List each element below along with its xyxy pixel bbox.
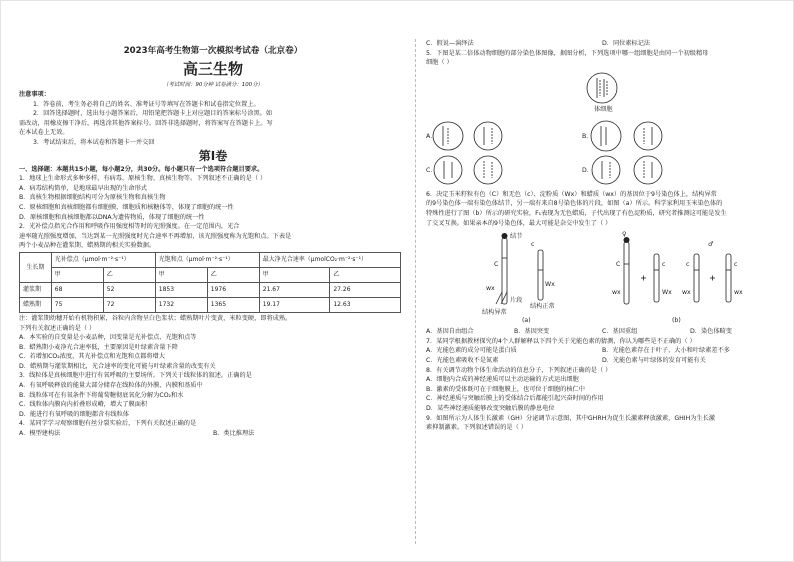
table-cell: 72 — [103, 297, 155, 312]
q1-option-b: B．真核生物根据细胞结构可分为原核生物和真核生物 — [19, 194, 166, 202]
table-cell: 1976 — [207, 282, 259, 297]
subject-title: 高三生物 — [182, 60, 243, 78]
notes-heading: 注意事项： — [19, 91, 50, 98]
q6-stem-line: 特殊性进行了图（b）所示的研究实验，F₁表现为无色蜡质，子代出现了有色淀粉质，研究者推测这可能是发生 — [426, 209, 727, 217]
q7-option-c: C．光能色素吸收不是氮素 — [426, 356, 499, 364]
female-chromosome-1 — [624, 242, 629, 304]
q4-option-a: A．模型建构法 — [19, 430, 61, 438]
q9-stem-line: 9．如图所示为人体生长激素（GH）分泌调节示意图，其中GHRH为促生长激素释放激素，GHIH为生长激 — [426, 414, 716, 422]
q1-option-c: C．原核细胞和真核细胞都有细胞膜、细胞质和核糖体等，体现了细胞的统一性 — [19, 203, 234, 211]
label-C: C — [494, 261, 499, 269]
q1-option-d: D．原核细胞和真核细胞都以DNA为遗传物质，体现了细胞的统一性 — [19, 213, 205, 221]
column-divider — [415, 39, 417, 544]
table-cell: 19.17 — [259, 297, 330, 312]
table-cell: 1853 — [155, 282, 207, 297]
q8-stem: 8．有关调节动物个体生命活动的信息分子，下列叙述正确的是（ ） — [426, 366, 612, 374]
label-male: ♂ — [708, 241, 714, 249]
exam-meta: （考试时间：90分钟 试卷满分：100分） — [163, 82, 263, 88]
cell-d — [592, 156, 620, 184]
table-cell: 52 — [103, 282, 155, 297]
label-female: ♀ — [622, 231, 627, 239]
label-wx-b2: wx — [682, 289, 691, 297]
label-c-b3: c — [734, 261, 738, 269]
table-col-group: 光补偿点（μmol·m⁻²·s⁻¹） — [51, 252, 155, 267]
q5-stem-line: 细胞（ ） — [426, 59, 453, 67]
table-variety: 乙 — [330, 267, 401, 282]
table-cell: 1732 — [155, 297, 207, 312]
q4-options-cont — [426, 39, 778, 49]
male-chromosome-1 — [694, 254, 699, 302]
note-line: 在本试卷上无效。 — [19, 129, 69, 137]
table-col-group: 最大净光合速率（μmolCO₂·m⁻²·s⁻¹） — [259, 252, 400, 267]
table-variety: 甲 — [51, 267, 103, 282]
exam-title: 2023年高考生物第一次模拟考试卷（北京卷） — [123, 46, 303, 56]
label-wx: wx — [486, 285, 495, 293]
volume-title: 第Ⅰ卷 — [198, 148, 228, 163]
q8-option-b: B．激素的受体既可在于细胞膜上，也可位于细胞的核仁中 — [426, 385, 585, 393]
label-Wx-b: Wx — [662, 289, 672, 297]
cell-a2 — [474, 122, 502, 150]
q7-option-a: A．光能色素的成分可能是蛋白质 — [426, 347, 517, 355]
q2-stem-line: 速率随光照强度增加，当达到某一光照强度时光合速率不再增加，该光照强度称为光饱和点。下表是 — [19, 232, 292, 240]
label-c: c — [531, 241, 535, 249]
q4-option-c: C．假说—演绎法 — [426, 40, 474, 47]
q3-option-a: A．有氧呼吸释放的能量大部分储存在线粒体的外膜、内膜和基质中 — [19, 382, 203, 390]
q2-option-a: A．本实验的自变量是小麦品种，因变量是光补偿点、光饱和点等 — [19, 334, 197, 342]
table-variety: 乙 — [207, 267, 259, 282]
cell-d2 — [634, 156, 662, 184]
cell-diagrams — [426, 70, 778, 188]
label-fig-b: (b) — [672, 317, 681, 325]
table-stage: 灌浆期 — [20, 282, 52, 297]
label-c-b1: c — [662, 261, 666, 269]
label-knob: 结节 — [510, 233, 523, 241]
q2-data-table — [19, 252, 401, 313]
label-C-b: C — [616, 261, 621, 269]
q6-figure — [426, 230, 778, 325]
table-variety: 甲 — [155, 267, 207, 282]
q2-question: 下列有关叙述正确的是（ ） — [19, 324, 96, 332]
q8-option-a: A．细胞内合成的神经递质可以主动运输的方式运出细胞 — [426, 376, 579, 384]
section-instruction: 一、选择题：本题共15小题，每小题2分，共30分。每小题只有一个选项符合题目要求。 — [19, 165, 264, 173]
label-fig-a: (a) — [522, 317, 531, 325]
q4-option-d: D．同位素标记法 — [602, 40, 651, 47]
q2-note: 注：灌浆期幼穗开始有机物积累，谷粒内含物呈白色浆状；蜡熟期叶片变黄，米粒变硬，即将成熟。 — [19, 314, 292, 322]
q3-option-b: B．线粒体可在有氧条件下将葡萄糖彻底氧化分解为CO₂和水 — [19, 391, 184, 399]
q7-option-d: D．光能色素与叶绿体的发育可能有关 — [602, 356, 706, 364]
cell-c — [434, 156, 462, 184]
chromosome-diagram — [426, 230, 778, 325]
note-line: 需改动，用橡皮擦干净后，再选涂其他答案标号。回答非选择题时，将答案写在答题卡上。写 — [19, 119, 273, 127]
q5-option-d: D． — [582, 166, 593, 174]
q2-option-b: B．蜡熟期小麦净光合速率低，主要原因是叶绿素含量下降 — [19, 343, 178, 351]
q6-stem-line: 的9号染色体一端有染色体结节，另一端有来自8号染色体的片段，如图（a）所示。科学家利用玉米染色体的 — [426, 200, 723, 208]
q7-options-row1 — [426, 346, 778, 356]
q3-stem: 3．线粒体是真核细胞中进行有氧呼吸的主要场所。下列关于线粒体的叙述，正确的是 — [19, 372, 252, 380]
table-col-group: 光饱和点（μmol·m⁻²·s⁻¹） — [155, 252, 259, 267]
right-column — [426, 39, 778, 433]
label-segment: 片段 — [510, 297, 523, 305]
table-row — [20, 297, 401, 312]
label-wx-b3: wx — [734, 289, 743, 297]
q5-option-c: C． — [426, 166, 437, 174]
q7-stem: 7．某同学根据教材探究的4个人群解释以下四个关于光能色素的猜测，你认为哪些是不正确的（ ） — [426, 337, 696, 345]
table-cell: 21.67 — [259, 282, 330, 297]
table-cell: 1365 — [207, 297, 259, 312]
q8-option-c: C．神经递质与突触后膜上的受体结合后都能引起兴奋时间的作用 — [426, 395, 604, 403]
q4-options — [19, 429, 407, 439]
table-variety: 甲 — [259, 267, 330, 282]
table-row — [20, 282, 401, 297]
table-cell: 68 — [51, 282, 103, 297]
q6-option-b: B．基因突变 — [514, 328, 550, 336]
q5-option-b: B． — [582, 132, 593, 140]
q3-option-d: D．能进行有氧呼吸的细胞都含有线粒体 — [19, 410, 129, 418]
cell-c2 — [474, 156, 502, 184]
q8-option-d: D．某些神经递质能够改变突触后膜的静息电位 — [426, 404, 555, 412]
male-chromosome-2 — [726, 254, 731, 302]
chromosome-knob — [502, 234, 507, 239]
table-stage: 蜡熟期 — [20, 297, 52, 312]
note-line: 2．回答选择题时，选出每小题答案后，用铅笔把答题卡上对应题目的答案标号涂黑。如 — [33, 110, 273, 118]
q9-stem-line: 素抑制激素。下列叙述错误的是（ ） — [426, 424, 527, 432]
cell-b2 — [634, 122, 662, 150]
label-c-b2: c — [686, 261, 690, 269]
q6-option-c: C．基因重组 — [602, 328, 638, 336]
female-chromosome-2 — [654, 254, 659, 302]
q6-option-a: A．基因自由组合 — [426, 328, 474, 336]
q1-stem: 1．地球上生命形式多种多样，有病毒、原核生物、真核生物等。下列叙述不正确的是（ ） — [19, 175, 267, 183]
q6-option-d: D．染色体畸变 — [690, 328, 732, 336]
body-cell-circle — [587, 73, 617, 103]
note-line: 1．答卷前，考生务必将自己的姓名、准考证号等填写在答题卡和试卷指定位置上。 — [33, 100, 260, 108]
q6-options — [426, 327, 778, 337]
q4-option-b: B．类比推理法 — [213, 430, 255, 438]
q6-stem-line: 了交叉互换。如果亲本的9号染色体，最大可能是杂交中发生了（ ） — [426, 219, 612, 227]
q7-option-b: B．光能色素存在于叶子，大小和叶绿素差不多 — [602, 347, 730, 355]
q6-stem-line: 6．决定玉米籽粒有色（C）和无色（c）、淀粉质（Wx）和蜡质（wx）的基因位于9号染色体上，结构异常 — [426, 190, 717, 198]
table-row-header: 生长期 — [20, 252, 52, 282]
q2-stem-line: 两个小麦品种在灌浆期、蜡熟期的相关实验数据。 — [19, 242, 156, 250]
table-cell: 27.26 — [330, 282, 401, 297]
q1-option-a: A．病毒结构简单，是地球最早出现的生命形式 — [19, 184, 147, 192]
q5-figure — [426, 70, 778, 188]
q4-stem: 4．某同学学习观察细胞有丝分裂实验后，下列有关叙述正确的是 — [19, 420, 197, 428]
normal-chromosome — [538, 250, 543, 300]
table-cell: 12.63 — [330, 297, 401, 312]
note-line: 3．考试结束后，将本试卷和答题卡一并交回 — [33, 138, 155, 146]
q3-option-c: C．线粒体内膜向内折叠形成嵴，增大了膜面积 — [19, 401, 148, 409]
label-normal: 结构正常 — [530, 303, 555, 311]
q5-stem-line: 5．下图是某二倍体动物细胞的部分染色体图像，据图分析，下列选项中哪一组细胞是由同一个初级精母 — [426, 49, 709, 57]
left-column — [19, 39, 407, 439]
table-variety: 乙 — [103, 267, 155, 282]
label-Wx: Wx — [545, 281, 555, 289]
label-wx-b1: wx — [612, 289, 621, 297]
q2-option-c: C．若增加CO₂浓度，其光补偿点和光饱和点都将增大 — [19, 353, 165, 361]
q7-options-row2 — [426, 356, 778, 366]
q2-option-d: D．蜡熟期与灌浆期相比，光合速率的变化可能与叶绿素含量的改变有关 — [19, 362, 216, 370]
q5-option-a: A． — [426, 132, 437, 140]
body-cell-label: 体细胞 — [594, 105, 613, 113]
table-cell: 75 — [51, 297, 103, 312]
q2-stem-line: 2．光补偿点指光合作用和呼吸作用强度相等时的光照强度。在一定范围内，光合 — [19, 223, 240, 231]
label-abnormal: 结构异常 — [482, 309, 507, 317]
